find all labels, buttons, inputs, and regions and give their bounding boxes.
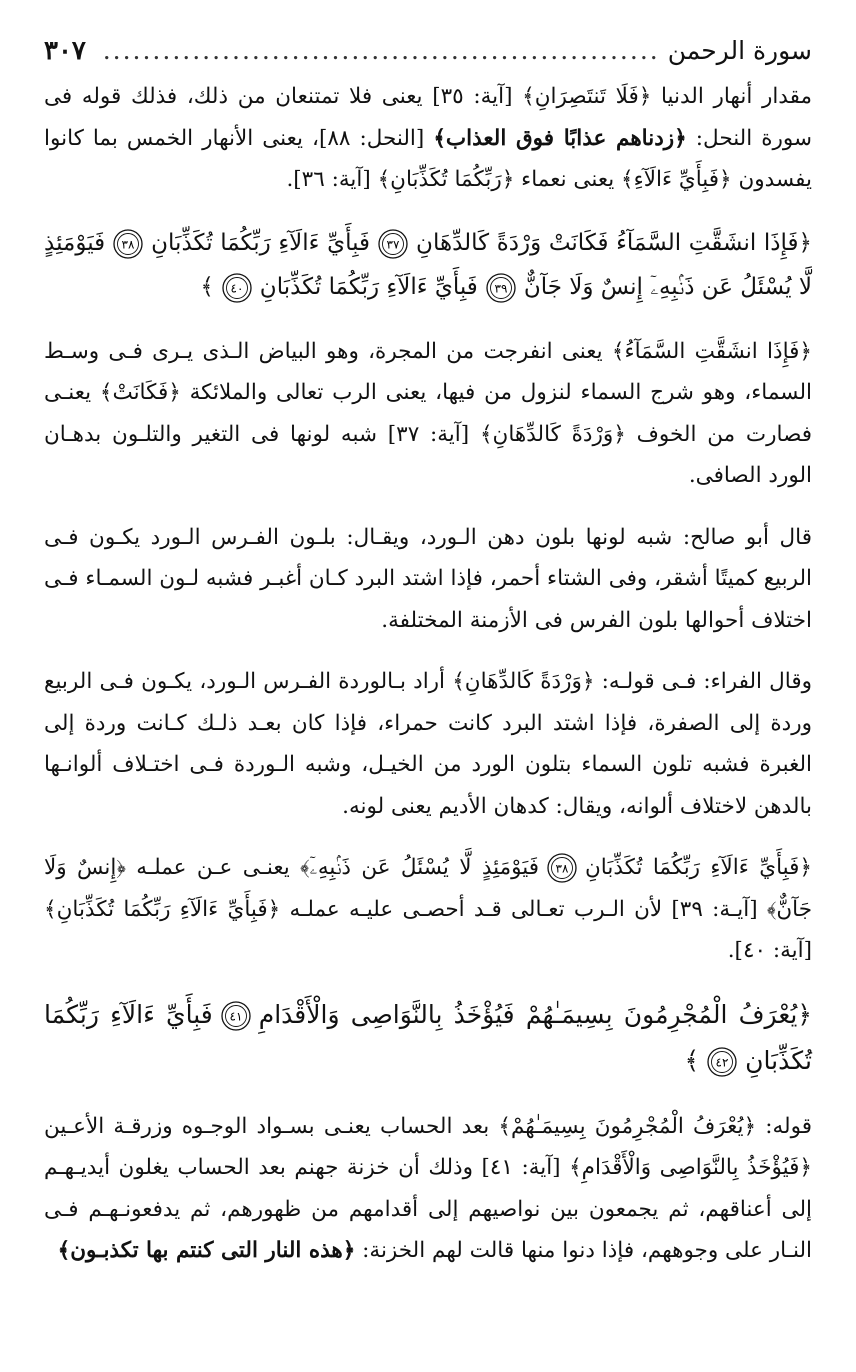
paragraph-4 bbox=[44, 661, 812, 827]
verse-close-bracket: ﴾ bbox=[200, 273, 214, 300]
verse-number: ٤١ bbox=[229, 1009, 243, 1024]
header-leader-dots: ........................................................ bbox=[102, 36, 660, 65]
text: قوله: bbox=[756, 1113, 812, 1139]
text: وقال الفراء: فـى قولـه: bbox=[594, 669, 812, 694]
text: يعنى نعماء bbox=[514, 167, 622, 192]
verse-text: فَبِأَيِّ ءَالَآءِ رَبِّكُمَا تُكَذِّبَانِ bbox=[151, 229, 371, 256]
page-number: ٣٠٧ bbox=[44, 36, 86, 66]
verse-number-marker bbox=[376, 227, 410, 261]
text: [آية: ٣٥] يعنى فلا تمتنعان من ذلك، فذلك قوله فى سورة النحل: bbox=[44, 84, 812, 151]
paragraph-3: قال أبو صالح: شبه لونها بلون دهن الـورد، ويقـال: بلـون الفـرس الـورد يكـون فـى الربيع كميتًا أشقر، وفى الشتاء أحمر، فإذا اشتد البرد كـان أغبـر فشبه لـون السمـاء فـى اختلاف أحوالها بلون الفرس فى الأزمنة المختلفة. bbox=[44, 524, 812, 633]
verse-text: فَبِأَيِّ ءَالَآءِ رَبِّكُمَا تُكَذِّبَانِ bbox=[259, 273, 478, 300]
text: بعد الحساب يعنـى بسـواد الوجـوه وزرقـة الأعـين bbox=[44, 1113, 499, 1139]
verse-text: فَبِأَيِّ ءَالَآءِ رَبِّكُمَا تُكَذِّبَانِ bbox=[44, 999, 812, 1075]
paragraph-2 bbox=[44, 331, 812, 497]
quran-quote: ﴿فَبِأَيِّ ءَالَآءِ رَبِّكُمَا تُكَذِّبَانِ﴾ bbox=[44, 896, 281, 922]
text: مقدار أنهار الدنيا bbox=[651, 84, 812, 109]
quran-quote: ﴿فَبِأَيِّ ءَالَآءِ﴾ bbox=[621, 167, 732, 192]
text: [آية: ٤١] وذلك أن خزنة جهنم بعد الحساب يغلون أيديـهـم إلى أعناقهم، ثم يجمعون بين نواصيهم إلى أقدامهم من ظهورهم، ثم يدفعونـهـم فـى النـار على وجوههم، فإذا دنوا منها قالت لهم الخزنة: bbox=[44, 1155, 812, 1263]
verse-number-marker bbox=[705, 1045, 739, 1079]
text: [النحل: ٨٨]، يعنى الأنهار الخمس بما كانوا يفسدون bbox=[44, 125, 812, 192]
quran-quote: ﴿وَرْدَةً كَالدِّهَانِ﴾ bbox=[479, 421, 626, 447]
quran-quote: ﴿فَكَانَتْ﴾ bbox=[99, 380, 181, 405]
verse-block-37-40 bbox=[44, 221, 812, 309]
paragraph-1 bbox=[44, 76, 812, 201]
quran-quote: ﴿يُعْرَفُ الْمُجْرِمُونَ بِسِيمَـٰهُمْ﴾ bbox=[498, 1113, 757, 1139]
text: يعنـى فصارت من الخوف bbox=[44, 380, 812, 447]
verse-number: ٣٨ bbox=[121, 237, 135, 251]
verse-number: ٣٩ bbox=[494, 281, 508, 295]
quran-quote: ﴿إِنسٌ وَلَا جَآنٌّ﴾ bbox=[44, 855, 812, 922]
quran-quote: فَيَوْمَئِذٍ لَّا يُسْئَلُ عَن ذَنۢبِهِۦٓ﴾ bbox=[300, 855, 540, 880]
quran-quote: ﴿فَبِأَيِّ ءَالَآءِ رَبِّكُمَا تُكَذِّبَانِ bbox=[585, 855, 812, 880]
quran-quote: ﴿وَرْدَةً كَالدِّهَانِ﴾ bbox=[452, 669, 595, 694]
quran-quote: ﴿فَلَا تَنتَصِرَانِ﴾ bbox=[522, 84, 652, 109]
quran-quote: ﴿فَيُؤْخَذُ بِالنَّوَاصِى وَالْأَقْدَامِ﴾ bbox=[569, 1155, 812, 1180]
verse-number-marker bbox=[219, 999, 253, 1033]
paragraph-5 bbox=[44, 847, 812, 972]
surah-title: سورة الرحمن bbox=[667, 36, 812, 65]
quran-quote: ﴿فَإِذَا انشَقَّتِ السَّمَآءُ﴾ bbox=[611, 338, 812, 364]
paragraph-6 bbox=[44, 1106, 812, 1272]
text: يعنـى عـن عملـه bbox=[125, 855, 301, 880]
text: [آيـة: ٣٩] لأن الـرب تعـالى قـد أحصـى عليـه عملـه bbox=[280, 896, 767, 922]
verse-number-marker bbox=[111, 227, 145, 261]
text: [آية: ٤٠]. bbox=[727, 938, 812, 963]
verse-number-marker bbox=[220, 271, 254, 305]
verse-text: فَيَوْمَئِذٍ لَّا يُسْئَلُ عَن ذَنۢبِهِۦٓ إِنسٌ وَلَا جَآنٌّ bbox=[44, 229, 812, 300]
text: [آية: ٣٧] شبه لونها فى التغير والتلـون بدهـان الورد الصافى. bbox=[44, 421, 812, 488]
verse-number: ٣٨ bbox=[555, 861, 569, 876]
verse-number: ٤٠ bbox=[230, 281, 244, 295]
verse-close-bracket: ﴾ bbox=[684, 1045, 700, 1075]
verse-text: ﴿يُعْرَفُ الْمُجْرِمُونَ بِسِيمَـٰهُمْ فَيُؤْخَذُ بِالنَّوَاصِى وَالْأَقْدَامِ bbox=[258, 999, 813, 1029]
verse-block-41-42 bbox=[44, 992, 812, 1084]
verse-number-marker bbox=[484, 271, 518, 305]
verse-number-marker bbox=[545, 851, 579, 885]
page-header bbox=[44, 34, 812, 68]
verse-text: ﴿فَإِذَا انشَقَّتِ السَّمَآءُ فَكَانَتْ وَرْدَةً كَالدِّهَانِ bbox=[416, 229, 812, 256]
verse-number: ٤٢ bbox=[715, 1055, 729, 1070]
verse-number: ٣٧ bbox=[386, 237, 400, 251]
text: [آية: ٣٦]. bbox=[286, 167, 378, 192]
hadith-quote-bold: ﴿زدناهم عذابًا فوق العذاب﴾ bbox=[433, 125, 687, 151]
text: يعنى انفرجت من المجرة، وهو البياض الـذى يـرى فـى وسـط السماء، وهو شرج السماء لنزول من فيها، يعنى الرب تعالى والملائكة bbox=[44, 338, 812, 405]
hadith-quote-bold: ﴿هذه النار التى كنتم بها تكذبـون﴾ bbox=[57, 1238, 356, 1263]
text: أراد بـالوردة الفـرس الـورد، يكـون فـى الربيع وردة إلى الصفرة، فإذا اشتد البرد كانت حمراء، فإذا كان بعـد ذلـك كـانت وردة إلى الغبرة فشبه تلون السماء بتلون الورد من الخيـل، وشبه الـوردة فـى اختـلاف ألوانـها بالدهن لاختلاف ألوانه، ويقال: كدهان الأديم يعنى لونه. bbox=[44, 669, 812, 819]
quran-quote: ﴿رَبِّكُمَا تُكَذِّبَانِ﴾ bbox=[377, 167, 515, 192]
